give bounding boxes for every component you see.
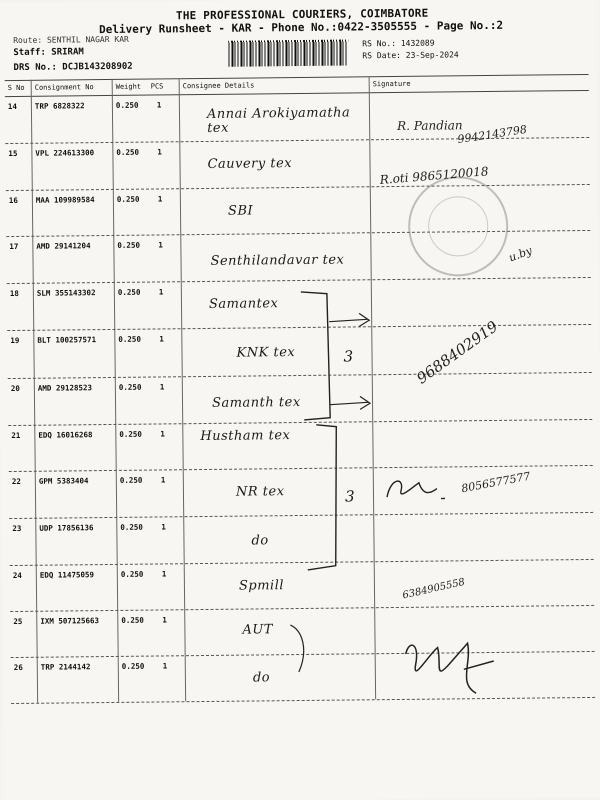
row-pcs: 1 bbox=[160, 475, 166, 485]
signature-row-15: R.oti 9865120018 bbox=[379, 164, 489, 187]
row-sno: 17 bbox=[9, 241, 19, 252]
row-pcs: 1 bbox=[157, 194, 163, 204]
signature-row-22 bbox=[381, 468, 461, 509]
row-consignment-no: MAA 109989584 bbox=[35, 195, 95, 205]
row-sno: 15 bbox=[8, 148, 18, 159]
row-consignment-no: AMD 29128523 bbox=[37, 383, 93, 393]
row-consignment-no: BLT 100257571 bbox=[37, 335, 97, 345]
row-weight: 0.250 bbox=[118, 382, 142, 392]
row-pcs: 1 bbox=[158, 240, 163, 250]
row-sno: 21 bbox=[11, 430, 21, 441]
row-consignee: Hustham tex bbox=[200, 428, 291, 445]
row-weight: 0.250 bbox=[116, 194, 140, 204]
row-weight: 0.250 bbox=[117, 240, 140, 250]
company-title: THE PROFESSIONAL COURIERS, COIMBATORE bbox=[175, 6, 429, 23]
row-consignment-no: EDQ 16016268 bbox=[38, 430, 93, 440]
row-weight: 0.250 bbox=[121, 615, 144, 625]
staff-label: Staff: SRIRAM bbox=[13, 47, 84, 58]
signature-row-14-phone: 9942143798 bbox=[456, 122, 528, 147]
row-consignee: Annai Arokiyamatha tex bbox=[206, 105, 351, 136]
rs-date: RS Date: 23-Sep-2024 bbox=[362, 50, 459, 61]
row-pcs: 1 bbox=[159, 334, 164, 344]
row-pcs: 1 bbox=[157, 147, 162, 157]
bracket-group-3 bbox=[290, 625, 304, 672]
signature-row-25-26 bbox=[397, 633, 508, 704]
row-sno: 20 bbox=[10, 383, 20, 394]
row-weight: 0.250 bbox=[115, 100, 139, 110]
row-consignment-no: TRP 2144142 bbox=[40, 662, 91, 672]
row-consignment-no: GPM 5383404 bbox=[38, 476, 89, 486]
row-consignment-no: SLM 355143302 bbox=[36, 288, 96, 298]
arrow-icon bbox=[330, 396, 370, 409]
row-sno: 19 bbox=[10, 335, 20, 346]
row-consignment-no: IXM 507125663 bbox=[40, 616, 100, 626]
arrow-icon bbox=[329, 313, 369, 326]
row-sno: 23 bbox=[12, 523, 22, 534]
row-weight: 0.250 bbox=[121, 661, 145, 671]
header-weight: Weight bbox=[115, 82, 142, 91]
row-consignee: KNK tex bbox=[236, 345, 296, 361]
header-consignee: Consignee Details bbox=[182, 81, 255, 91]
runsheet-subtitle: Delivery Runsheet - KAR - Phone No.:0422-3505555 - Page No.:2 bbox=[99, 18, 504, 37]
row-consignment-no: TRP 6828322 bbox=[34, 101, 85, 111]
row-weight: 0.250 bbox=[120, 522, 143, 532]
row-consignee: Spmill bbox=[238, 578, 285, 594]
row-consignee: do bbox=[251, 533, 269, 549]
signature-row-24: 6384905558 bbox=[401, 576, 467, 602]
row-sno: 25 bbox=[13, 616, 23, 627]
row-consignee: Cauvery tex bbox=[207, 156, 293, 172]
row-consignee: SBI bbox=[227, 203, 254, 219]
row-sno: 18 bbox=[9, 288, 19, 299]
header-sno: S No bbox=[7, 83, 25, 93]
signature-row-17: u.by bbox=[506, 243, 534, 265]
row-sno: 26 bbox=[13, 662, 23, 673]
company-seal-stamp bbox=[408, 176, 509, 277]
route-label: Route: SENTHIL NAGAR KAR bbox=[13, 34, 129, 45]
row-pcs: 1 bbox=[158, 287, 164, 297]
header-pcs: PCS bbox=[150, 82, 164, 91]
signature-group-2-phone: 8056577577 bbox=[460, 469, 532, 496]
row-consignee: AUT bbox=[242, 622, 273, 638]
bracket-group-2 bbox=[306, 425, 338, 570]
row-pcs: 1 bbox=[162, 661, 168, 671]
row-weight: 0.250 bbox=[118, 334, 141, 344]
row-sno: 24 bbox=[12, 570, 22, 581]
row-pcs: 1 bbox=[161, 569, 167, 579]
row-weight: 0.250 bbox=[119, 475, 143, 485]
signature-row-14: R. Pandian bbox=[397, 118, 463, 133]
group-count: 3 bbox=[343, 347, 354, 366]
drs-number: DRS No.: DCJB143208902 bbox=[13, 61, 133, 73]
row-consignment-no: EDQ 11475059 bbox=[39, 570, 95, 580]
row-sno: 22 bbox=[11, 476, 21, 487]
row-sno: 14 bbox=[7, 101, 17, 112]
row-weight: 0.250 bbox=[117, 287, 141, 297]
row-pcs: 1 bbox=[161, 522, 166, 532]
row-pcs: 1 bbox=[162, 615, 167, 625]
row-consignee: do bbox=[252, 670, 271, 686]
row-pcs: 1 bbox=[159, 382, 165, 392]
bracket-group-1 bbox=[301, 292, 330, 420]
header-signature: Signature bbox=[372, 79, 411, 89]
row-weight: 0.250 bbox=[119, 429, 142, 439]
row-weight: 0.250 bbox=[116, 147, 140, 157]
row-pcs: 1 bbox=[156, 100, 162, 110]
row-consignee: Samanth tex bbox=[211, 394, 301, 411]
row-sno: 16 bbox=[8, 195, 18, 206]
header-consignment: Consignment No bbox=[34, 83, 94, 92]
row-consignee: NR tex bbox=[235, 484, 285, 500]
row-consignment-no: AMD 29141204 bbox=[36, 241, 91, 251]
group-count: 3 bbox=[344, 487, 356, 506]
row-consignee: Senthilandavar tex bbox=[210, 252, 345, 269]
row-consignment-no: UDP 17856136 bbox=[39, 523, 94, 533]
signature-group-1-phone: 9688402919 bbox=[413, 317, 502, 388]
row-pcs: 1 bbox=[160, 429, 165, 439]
rs-number: RS No.: 1432089 bbox=[362, 38, 435, 49]
row-weight: 0.250 bbox=[120, 569, 144, 579]
row-consignment-no: VPL 224613300 bbox=[35, 148, 95, 158]
row-consignee: Samantex bbox=[208, 296, 279, 312]
